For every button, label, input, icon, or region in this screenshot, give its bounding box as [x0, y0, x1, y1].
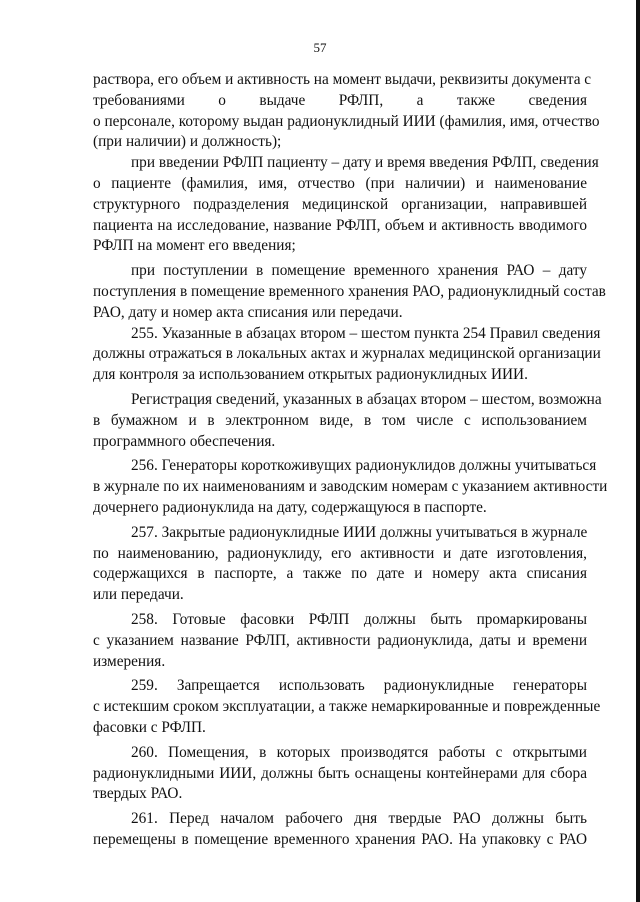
- text-line: с указанием название РФЛП, активности радионуклида, даты и времени: [93, 631, 587, 649]
- text-line: раствора, его объем и активность на момент выдачи, реквизиты документа с: [93, 71, 592, 88]
- text-line: по наименованию, радионуклиду, его активности и дате изготовления,: [93, 544, 587, 562]
- scan-edge-border: [636, 0, 640, 902]
- text-line: о персонале, которому выдан радионуклидный ИИИ (фамилия, имя, отчество: [93, 112, 600, 130]
- text-line: Регистрация сведений, указанных в абзацах втором – шестом, возможна: [131, 390, 602, 408]
- document-text: [93, 70, 608, 851]
- text-line: или передачи.: [93, 586, 184, 604]
- text-line: при поступлении в помещение временного хранения РАО – дату: [131, 262, 587, 280]
- text-line: для контроля за использованием открытых радионуклидных ИИИ.: [93, 366, 528, 384]
- text-line: РАО, дату и номер акта списания или передачи.: [93, 303, 403, 321]
- text-line: РФЛП на момент его введения;: [93, 237, 296, 255]
- text-line: (при наличии) и должность);: [93, 133, 282, 151]
- text-line: 258. Готовые фасовки РФЛП должны быть промаркированы: [131, 610, 587, 628]
- text-line: измерения.: [93, 652, 166, 670]
- text-line: пациента на исследование, название РФЛП, объем и активность вводимого: [93, 216, 587, 234]
- text-line: твердых РАО.: [93, 785, 183, 803]
- text-line: в журнале по их наименованиям и заводским номерам с указанием активности: [93, 478, 608, 496]
- text-line: требованиями о выдаче РФЛП, а также сведения: [93, 91, 587, 109]
- text-line: 255. Указанные в абзацах втором – шестом пункта 254 Правил сведения: [131, 324, 601, 342]
- text-line: программного обеспечения.: [93, 432, 276, 450]
- text-line: 257. Закрытые радионуклидные ИИИ должны учитываться в журнале: [131, 523, 588, 541]
- text-line: структурного подразделения медицинской организации, направившей: [93, 195, 587, 213]
- text-line: радионуклидными ИИИ, должны быть оснащены контейнерами для сбора: [93, 764, 587, 782]
- text-line: при введении РФЛП пациенту – дату и время введения РФЛП, сведения: [131, 154, 599, 172]
- text-line: 256. Генераторы короткоживущих радионуклидов должны учитываться: [131, 457, 597, 475]
- text-line: в бумажном и в электронном виде, в том числе с использованием: [93, 411, 587, 429]
- page-number: 57: [313, 40, 327, 55]
- text-line: 260. Помещения, в которых производятся работы с открытыми: [131, 743, 587, 761]
- text-line: содержащихся в паспорте, а также по дате и номеру акта списания: [93, 565, 587, 583]
- text-line: перемещены в помещение временного хранения РАО. На упаковку с РАО: [93, 830, 587, 848]
- text-line: должны отражаться в локальных актах и журналах медицинской организации: [93, 345, 601, 363]
- text-line: о пациенте (фамилия, имя, отчество (при наличии) и наименование: [93, 174, 587, 192]
- text-line: поступления в помещение временного хранения РАО, радионуклидный состав: [93, 282, 606, 300]
- text-line: 261. Перед началом рабочего дня твердые РАО должны быть: [131, 810, 587, 828]
- text-line: фасовки с РФЛП.: [93, 718, 206, 736]
- text-line: 259. Запрещается использовать радионуклидные генераторы: [131, 677, 587, 695]
- text-line: с истекшим сроком эксплуатации, а также немаркированные и поврежденные: [93, 698, 601, 716]
- text-line: дочернего радионуклида на дату, содержащуюся в паспорте.: [93, 498, 487, 516]
